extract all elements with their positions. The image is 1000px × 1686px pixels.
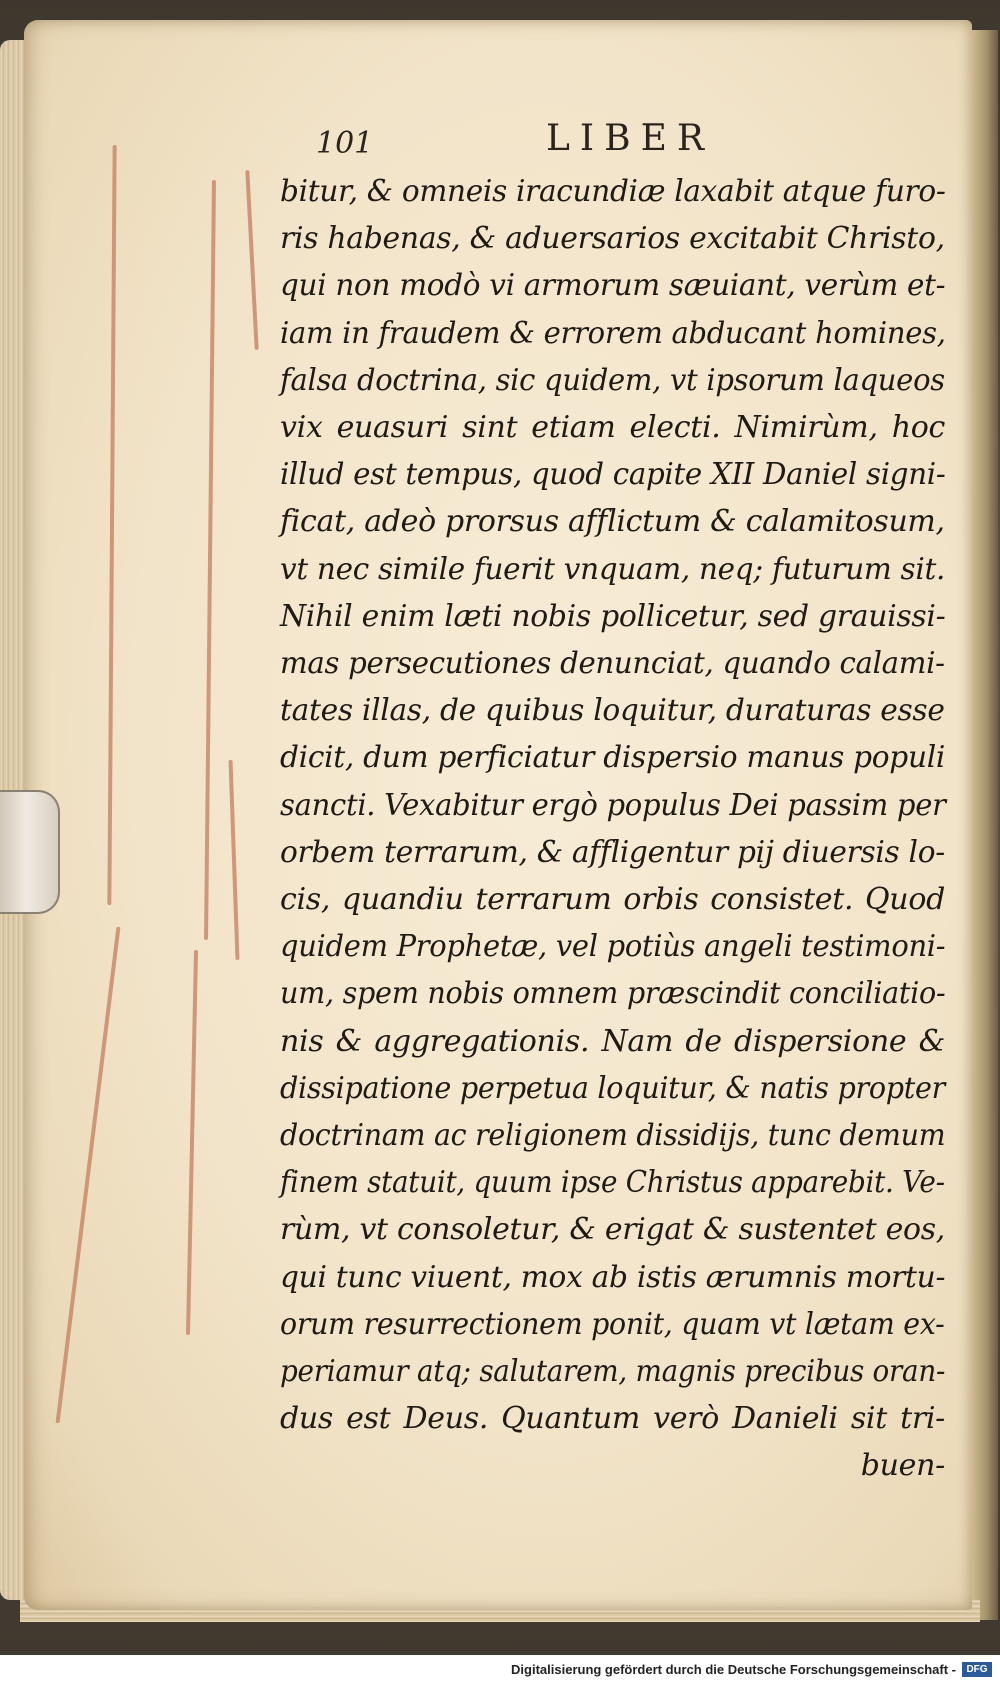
- text-line: qui tunc viuent, mox ab istis ærumnis mortu-: [280, 1259, 946, 1295]
- text-line: orum resurrectionem ponit, quam vt lætam ex-: [280, 1306, 945, 1342]
- page-number: 101: [316, 126, 374, 161]
- text-line: finem statuit, quum ipse Christus apparebit. Ve-: [280, 1165, 945, 1201]
- text-line: dicit, dum perficiatur dispersio manus populi: [280, 740, 946, 776]
- text-line: orbem terrarum, & affligentur pij diuersis lo-: [280, 834, 945, 870]
- text-line: rùm, vt consoletur, & erigat & sustentet eos,: [280, 1212, 945, 1248]
- text-line: dus est Deus. Quantum verò Danieli sit tri-: [280, 1401, 945, 1437]
- text-line: periamur atq; salutarem, magnis precibus oran-: [280, 1354, 946, 1390]
- margin-rule-middle: [204, 180, 216, 940]
- text-line: ficat, adeò prorsus afflictum & calamitosum,: [280, 504, 945, 540]
- text-line: illud est tempus, quod capite XII Daniel signi-: [280, 457, 946, 493]
- margin-rule-middle-lower: [186, 950, 198, 1335]
- page-edge-right: [968, 30, 998, 1620]
- text-line: bitur, & omneis iracundiæ laxabit atque furo-: [280, 174, 946, 209]
- text-line: quidem Prophetæ, vel potiùs angeli testimoni-: [280, 929, 946, 965]
- text-line: tates illas, de quibus loquitur, duraturas esse: [280, 693, 945, 729]
- text-line: doctrinam ac religionem dissidijs, tunc demum: [280, 1118, 946, 1154]
- text-line: um, spem nobis omnem præscindit conciliatio-: [280, 976, 946, 1012]
- body-text: [280, 168, 945, 1490]
- margin-rule-outer: [107, 145, 116, 905]
- text-line: iam in fraudem & errorem abducant homines,: [280, 315, 946, 351]
- margin-rule-inner: [245, 170, 258, 350]
- text-line: falsa doctrina, sic quidem, vt ipsorum laqueos: [280, 362, 945, 398]
- dfg-logo: DFG: [962, 1662, 992, 1677]
- text-line: vt nec simile fuerit vnquam, neq; futurum sit.: [280, 551, 946, 587]
- margin-rule-inner-lower: [229, 760, 240, 960]
- text-line: vix euasuri sint etiam electi. Nimirùm, hoc: [280, 410, 945, 446]
- text-line: ris habenas, & aduersarios excitabit Christo,: [280, 221, 945, 257]
- text-line: Nihil enim læti nobis pollicetur, sed grauissi-: [280, 598, 946, 634]
- margin-rule-outer-lower: [56, 927, 121, 1424]
- text-line: mas persecutiones denunciat, quando calami-: [280, 646, 945, 682]
- book-clasp: [0, 790, 60, 914]
- text-line: nis & aggregationis. Nam de dispersione &: [280, 1023, 945, 1059]
- text-line: cis, quandiu terrarum orbis consistet. Quod: [280, 882, 945, 918]
- text-line: dissipatione perpetua loquitur, & natis propter: [280, 1070, 946, 1106]
- text-line: sancti. Vexabitur ergò populus Dei passim per: [280, 787, 946, 823]
- funding-credit: Digitalisierung gefördert durch die Deutsche Forschungsgemeinschaft -: [511, 1662, 956, 1677]
- catchword: buen-: [860, 1448, 945, 1484]
- running-title: LIBER: [546, 118, 714, 159]
- text-line: qui non modò vi armorum sæuiant, verùm et-: [280, 268, 946, 304]
